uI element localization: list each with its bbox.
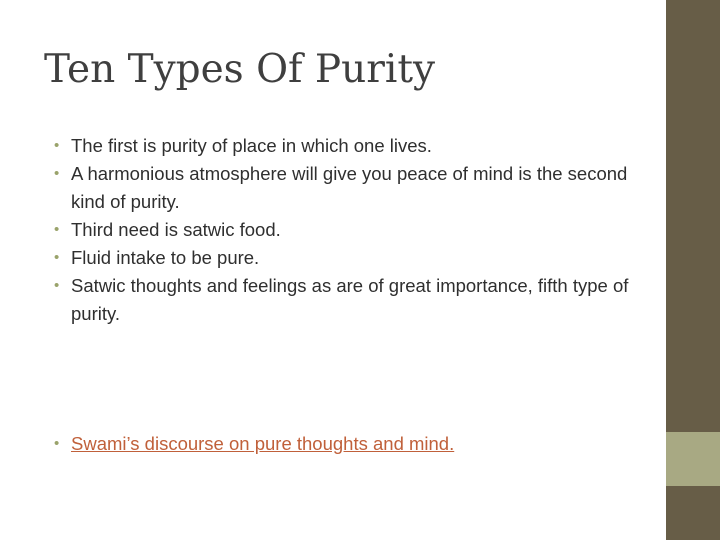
bullet-item bbox=[54, 160, 634, 216]
bullet-list bbox=[54, 132, 634, 328]
bullet-text: The first is purity of place in which one lives. bbox=[71, 135, 432, 156]
bullet-item bbox=[54, 216, 634, 244]
bullet-icon: • bbox=[54, 277, 60, 294]
side-accent-block bbox=[666, 432, 720, 486]
bullet-icon: • bbox=[54, 165, 60, 182]
bullet-item bbox=[54, 272, 634, 328]
bullet-icon: • bbox=[54, 137, 60, 154]
bullet-item bbox=[54, 244, 634, 272]
bullet-text: Fluid intake to be pure. bbox=[71, 247, 260, 268]
link-list bbox=[54, 430, 634, 458]
bullet-icon: • bbox=[54, 249, 60, 266]
bullet-text: A harmonious atmosphere will give you peace of mind is the second kind of purity. bbox=[71, 163, 628, 212]
discourse-link[interactable]: Swami’s discourse on pure thoughts and mind. bbox=[71, 433, 455, 454]
bullet-text: Third need is satwic food. bbox=[71, 219, 281, 240]
slide-title: Ten Types Of Purity bbox=[44, 47, 436, 92]
link-item bbox=[54, 430, 634, 458]
bullet-icon: • bbox=[54, 435, 60, 452]
bullet-text: Satwic thoughts and feelings as are of great importance, fifth type of purity. bbox=[71, 275, 629, 324]
bullet-item bbox=[54, 132, 634, 160]
bullet-icon: • bbox=[54, 221, 60, 238]
